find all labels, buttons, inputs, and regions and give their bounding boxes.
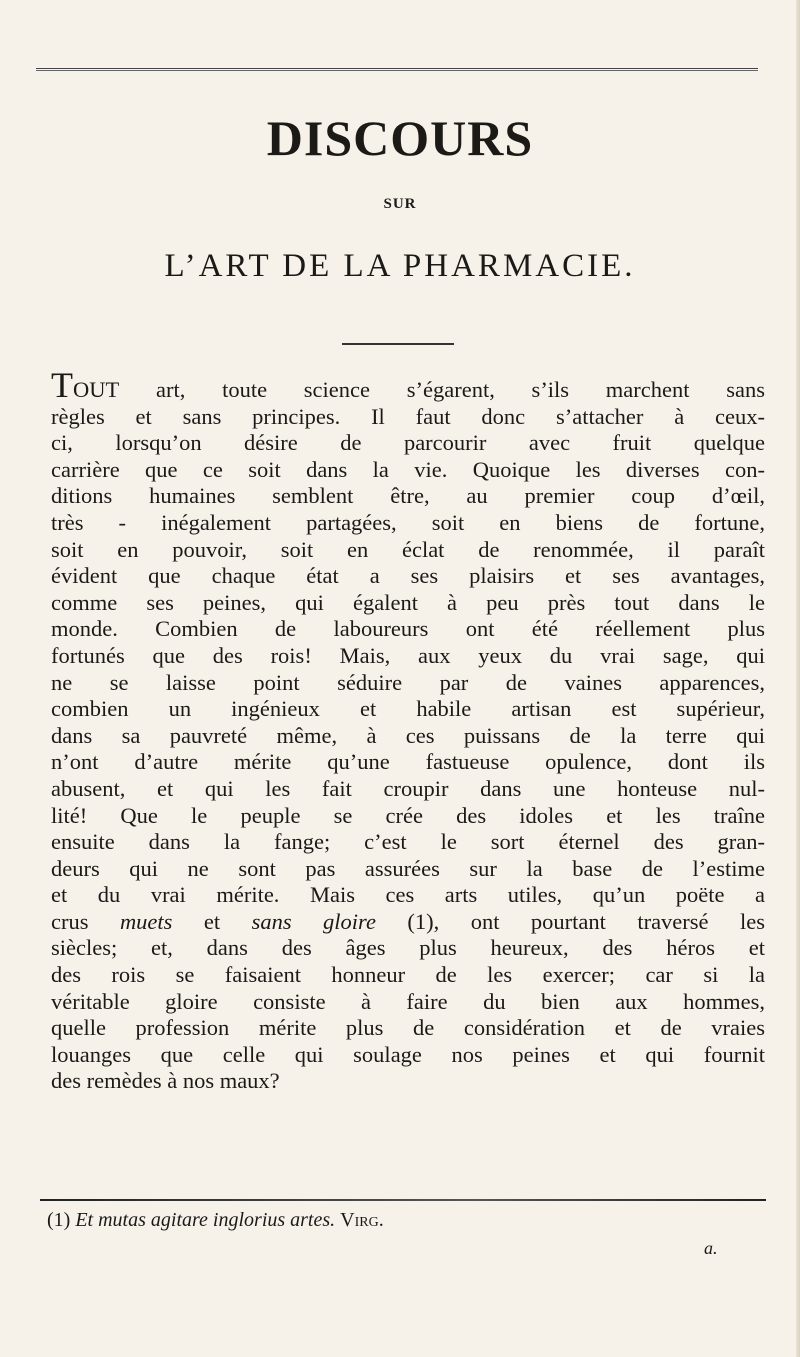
body-line-last: des remèdes à nos maux? <box>51 1068 280 1094</box>
emphasis-muets: muets <box>119 908 173 934</box>
body-line: évident que chaque état a ses plaisirs et ses avantages, <box>51 563 765 589</box>
body-line <box>51 909 765 936</box>
footnote-rule <box>40 1199 766 1201</box>
body-line: fortunés que des rois! Mais, aux yeux du vrai sage, qui <box>51 642 765 668</box>
body-line: louanges que celle qui soulage nos peines et qui fournit <box>51 1041 765 1067</box>
body-line: carrière que ce soit dans la vie. Quoique les diverses con- <box>51 456 765 482</box>
line-text: et <box>172 908 252 934</box>
body-line: règles et sans principes. Il faut donc s’attacher à ceux- <box>51 403 765 429</box>
body-line: ditions humaines semblent être, au premier coup d’œil, <box>51 483 765 509</box>
top-rule <box>36 68 758 71</box>
body-line: siècles; et, dans des âges plus heureux, des héros et <box>51 935 765 961</box>
body-line: soit en pouvoir, soit en éclat de renommée, il paraît <box>51 536 765 562</box>
body-line: lité! Que le peuple se crée des idoles et les traîne <box>51 802 765 828</box>
page-title: DISCOURS <box>266 110 534 166</box>
line-text: (1), ont pourtant traversé les <box>375 908 765 934</box>
body-line-text: art, toute science s’égarent, s’ils marchent sans <box>119 377 765 402</box>
body-line: deurs qui ne sont pas assurées sur la base de l’estime <box>51 855 765 881</box>
body-line: dans sa pauvreté même, à ces puissans de la terre qui <box>51 722 765 748</box>
body-line: très - inégalement partagées, soit en biens de fortune, <box>51 509 765 535</box>
drop-cap: T <box>51 365 73 405</box>
signature-mark: a. <box>704 1238 718 1258</box>
emphasis-sans-gloire: sans gloire <box>251 908 376 934</box>
body-line <box>51 365 765 405</box>
body-line: ne se laisse point séduire par de vaines apparences, <box>51 669 765 695</box>
page-subtitle: L’ART DE LA PHARMACIE. <box>164 248 636 284</box>
footnote-source: Virg. <box>340 1209 384 1231</box>
body-line: monde. Combien de laboureurs ont été réellement plus <box>51 616 765 642</box>
body-line: comme ses peines, qui égalent à peu près tout dans le <box>51 589 765 615</box>
body-paragraph <box>51 365 765 1095</box>
title-sur: SUR <box>383 196 417 212</box>
body-line: ensuite dans la fange; c’est le sort éternel des gran- <box>51 829 765 855</box>
body-line: n’ont d’autre mérite qu’une fastueuse opulence, dont ils <box>51 749 765 775</box>
body-line: quelle profession mérite plus de considération et de vraies <box>51 1015 765 1041</box>
body-line: véritable gloire consiste à faire du bien aux hommes, <box>51 988 765 1014</box>
body-line: des rois se faisaient honneur de les exercer; car si la <box>51 962 765 988</box>
footnote-quote: Et mutas agitare inglorius artes. <box>75 1209 336 1231</box>
footnote-marker: (1) <box>47 1209 71 1231</box>
line-text: crus <box>51 908 120 934</box>
first-word-rest: OUT <box>73 377 120 402</box>
body-line: ci, lorsqu’on désire de parcourir avec fruit quelque <box>51 430 765 456</box>
body-line: abusent, et qui les fait croupir dans une honteuse nul- <box>51 775 765 801</box>
section-divider <box>342 343 454 345</box>
page-edge <box>796 0 800 1357</box>
footnote <box>47 1209 767 1232</box>
body-line: combien un ingénieux et habile artisan est supérieur, <box>51 696 765 722</box>
body-line: et du vrai mérite. Mais ces arts utiles, qu’un poëte a <box>51 882 765 908</box>
